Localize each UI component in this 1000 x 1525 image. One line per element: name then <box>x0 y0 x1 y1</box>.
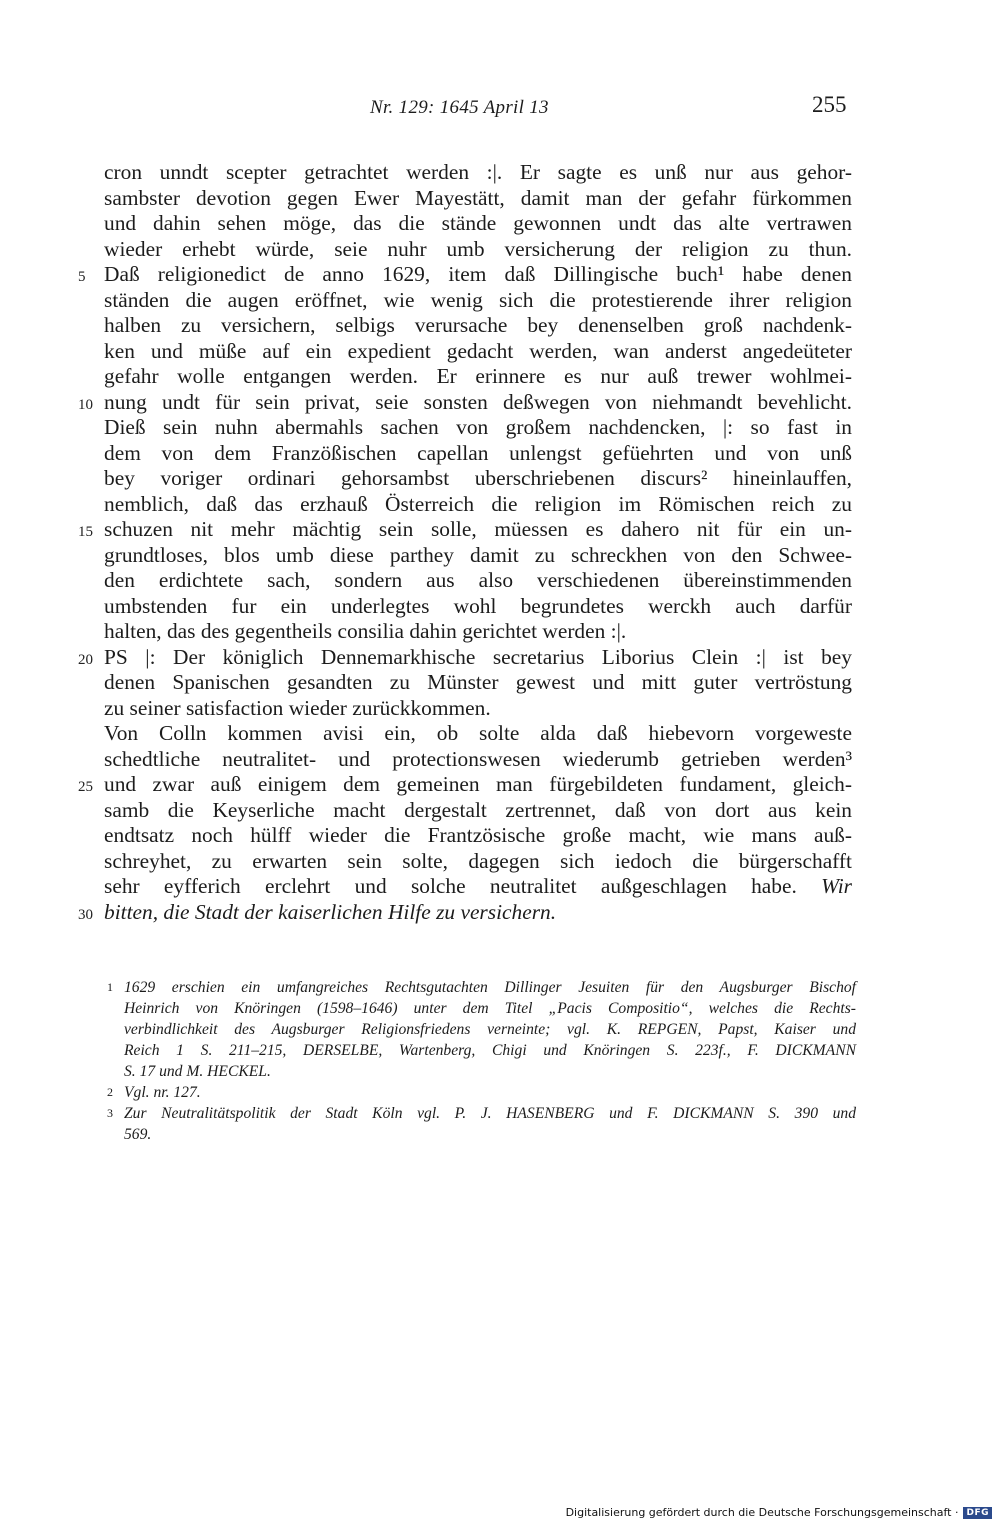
footnote-mark: 3 <box>107 1106 113 1120</box>
line-text: Dieß sein nuhn abermahls sachen von großem nachdencken, |: so fast in <box>104 415 852 439</box>
editorial-italic-text: bitten, die Stadt der kaiserlichen Hilfe zu versichern. <box>104 899 557 924</box>
line-text: Von Colln kommen avisi ein, ob solte alda daß hiebevorn vorgeweste <box>104 721 852 745</box>
text-line <box>104 721 852 747</box>
text-line <box>104 543 852 569</box>
line-text: und dahin sehen möge, das die stände gewonnen undt das alte vertrawen <box>104 211 852 235</box>
text-line <box>78 517 852 543</box>
page-number: 255 <box>812 92 847 117</box>
text-line <box>104 619 852 645</box>
text-line <box>78 389 852 416</box>
text-line <box>78 644 852 671</box>
footnote-mark: 2 <box>107 1085 113 1099</box>
line-text: samb die Keyserliche macht dergestalt zertrennet, daß von dort aus kein <box>104 797 852 822</box>
footnote-line: Reich 1 S. 211–215, DERSELBE, Wartenberg, Chigi und Knöringen S. 223f., F. DICKMANN <box>124 1042 856 1059</box>
line-number: 20 <box>78 651 93 668</box>
text-line <box>104 747 852 773</box>
text-line <box>104 492 852 518</box>
dfg-logo: DFG <box>963 1507 992 1519</box>
line-text: wieder erhebt würde, seie nuhr umb versicherung der religion zu thun. <box>104 236 852 261</box>
text-line <box>104 211 852 237</box>
line-text: umbstenden fur ein underlegtes wohl begrundetes werckh auch darfür <box>104 593 852 618</box>
text-line <box>104 339 852 365</box>
line-text: schedtliche neutralitet- und protectionswesen wiederumb getrieben werden³ <box>104 746 852 771</box>
line-text: und zwar auß einigem dem gemeinen man fürgebildeten fundament, gleich- <box>104 772 852 796</box>
credit-text: Digitalisierung gefördert durch die Deutsche Forschungsgemeinschaft · <box>565 1506 959 1519</box>
footnote-line: Vgl. nr. 127. <box>124 1084 201 1101</box>
line-text: halben zu versichern, selbigs verursache bey denenselben groß nachdenk- <box>104 313 852 337</box>
line-text: sambster devotion gegen Ewer Mayestätt, damit man der gefahr fürkommen <box>104 185 852 210</box>
line-text: zu seiner satisfaction wieder zurückkommen. <box>104 695 491 720</box>
text-line <box>104 874 852 900</box>
running-header: Nr. 129: 1645 April 13 <box>370 97 549 118</box>
line-text: dem von dem Franzößischen capellan unlengst gefüehrten und von unß <box>104 440 852 465</box>
line-text: grundtloses, blos umb diese parthey damit zu schreckhen von den Schwee- <box>104 542 852 567</box>
line-number: 15 <box>78 524 93 540</box>
line-text: den erdichtete sach, sondern aus also verschiedenen übereinstimmenden <box>104 568 852 592</box>
line-text: cron unndt scepter getrachtet werden :|. Er sagte es unß nur aus gehor- <box>104 160 852 184</box>
line-text: PS |: Der königlich Dennemarkhische secretarius Liborius Clein :| ist bey <box>104 644 852 669</box>
footnote-line: verbindlichkeit des Augsburger Religionsfriedens verneinte; vgl. K. REPGEN, Papst, Kaiser und <box>124 1021 856 1038</box>
line-number: 30 <box>78 906 93 923</box>
line-text: Daß religionedict de anno 1629, item daß Dillingische buch¹ habe denen <box>104 262 852 286</box>
footnote-line: 1629 erschien ein umfangreiches Rechtsgutachten Dillinger Jesuiten für den Augsburger Bischof <box>124 979 856 996</box>
footnotes <box>107 977 856 1145</box>
footnote <box>107 1103 856 1145</box>
text-line <box>78 262 852 288</box>
footnote-line: 569. <box>124 1126 152 1143</box>
text-line <box>104 160 852 186</box>
line-number: 10 <box>78 396 93 413</box>
line-text: gefahr wolle entgangen werden. Er erinnere es nur auß trewer wohlmei- <box>104 364 852 388</box>
text-line <box>104 186 852 212</box>
line-text: nemblich, daß das erzhauß Österreich die religion im Römischen reich zu <box>104 491 852 516</box>
text-line <box>104 568 852 594</box>
footnote <box>107 1082 856 1103</box>
line-text: bey voriger ordinari gehorsambst uberschriebenen discurs² hineinlauffen, <box>104 466 852 490</box>
text-line <box>104 849 852 875</box>
footnote-line: S. 17 und M. HECKEL. <box>124 1063 271 1080</box>
line-text: endtsatz noch hülff wieder die Frantzösische große macht, wie mans auß- <box>104 823 852 847</box>
footnote <box>107 977 856 1082</box>
editorial-italic-text: Wir <box>821 874 852 898</box>
text-line <box>78 899 852 926</box>
line-text: sehr eyfferich erclehrt und solche neutralitet außgeschlagen habe. <box>104 874 797 898</box>
digitization-credit <box>566 1506 992 1519</box>
line-text: schuzen nit mehr mächtig sein solle, müessen es dahero nit für ein un- <box>104 517 852 541</box>
text-line <box>104 594 852 620</box>
text-line <box>104 798 852 824</box>
text-line <box>78 772 852 798</box>
line-text: halten, das des gegentheils consilia dahin gerichtet werden :|. <box>104 619 627 643</box>
line-text: ken und müße auf ein expedient gedacht werden, wan anderst angedeüteter <box>104 338 852 363</box>
text-line <box>104 415 852 441</box>
footnote-line: Zur Neutralitätspolitik der Stadt Köln vgl. P. J. HASENBERG und F. DICKMANN S. 390 und <box>124 1105 856 1122</box>
footnote-mark: 1 <box>107 980 113 994</box>
line-text: nung undt für sein privat, seie sonsten deßwegen von niehmandt bevehlicht. <box>104 389 852 414</box>
line-number: 25 <box>78 779 93 795</box>
text-line <box>104 364 852 390</box>
text-line <box>104 237 852 263</box>
text-line <box>104 288 852 314</box>
text-line <box>104 466 852 492</box>
footnote-line: Heinrich von Knöringen (1598–1646) unter dem Titel „Pacis Compositio“, welches die Rechts- <box>124 1000 856 1017</box>
text-line <box>104 670 852 696</box>
line-text: denen Spanischen gesandten zu Münster gewest und mitt guter vertröstung <box>104 670 852 694</box>
text-line <box>104 823 852 849</box>
main-text <box>78 160 852 925</box>
text-line <box>104 696 852 722</box>
line-text: ständen die augen eröffnet, wie wenig sich die protestierende ihrer religion <box>104 287 852 312</box>
text-line <box>104 313 852 339</box>
line-number: 5 <box>78 269 86 285</box>
text-line <box>104 441 852 467</box>
line-text: schreyhet, zu erwarten sein solte, dagegen sich iedoch die bürgerschafft <box>104 848 852 873</box>
